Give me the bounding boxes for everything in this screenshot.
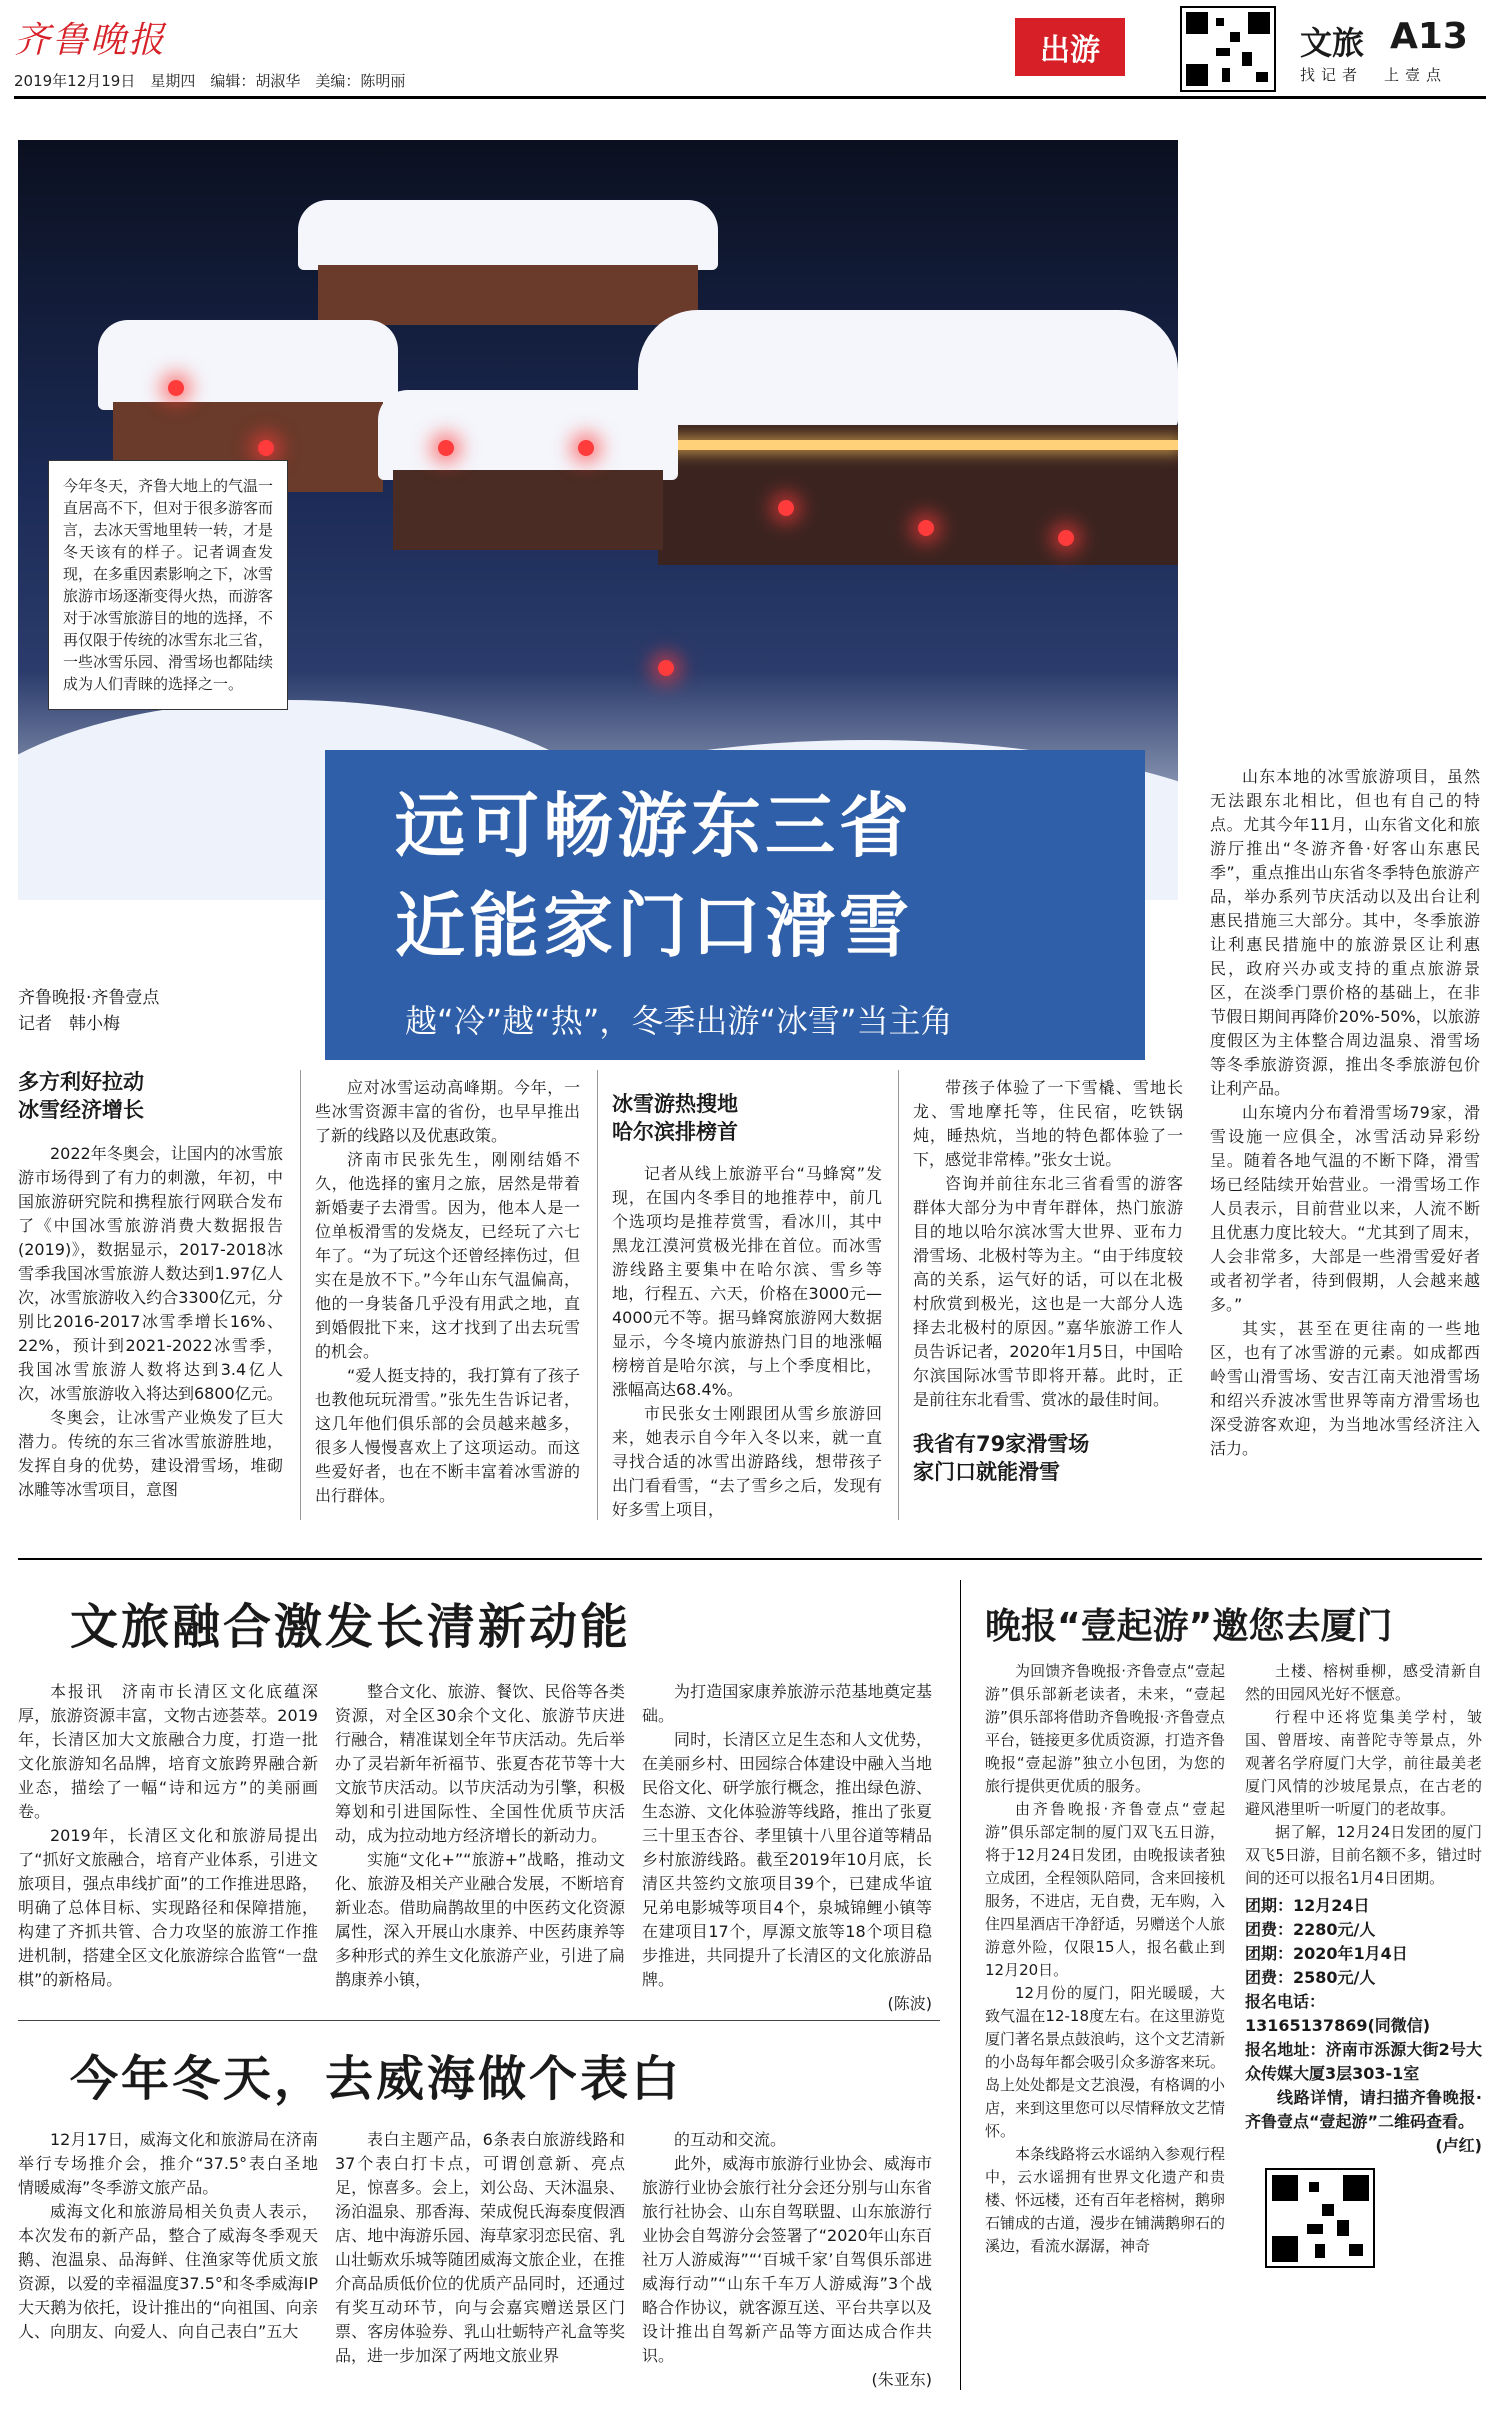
- subheading: 多方利好拉动 冰雪经济增长: [18, 1070, 144, 1122]
- subheading: 冰雪游热搜地 哈尔滨排榜首: [612, 1092, 738, 1144]
- paragraph: 济南市民张先生，刚刚结婚不久，他选择的蜜月之旅，居然是带着新婚妻子去滑雪。因为，他本人是一位单板滑雪的发烧友，已经玩了六七年了。“为了玩这个还曾经摔伤过，但实在是放不下。”今年山东气温偏高，他的一身装备几乎没有用武之地，直到婚假批下来，这才找到了出去玩雪的机会。: [315, 1150, 580, 1361]
- paragraph: 本条线路将云水谣纳入参观行程中，云水谣拥有世界文化遗产和贵楼、怀远楼，还有百年老榕树，鹅卵石铺成的古道，漫步在铺满鹅卵石的溪边，看流水潺潺，神奇: [985, 2145, 1226, 2255]
- author-credit: (陈波): [887, 1994, 932, 2013]
- article1-col1: [18, 1068, 283, 1502]
- paragraph: 12月份的厦门，阳光暖暖，大致气温在12-18度左右。在这里游览厦门著名景点鼓浪屿，这个文艺清新的小岛每年都会吸引众多游客来玩。岛上处处都是文艺浪漫，有格调的小店，来到这里您可以尽情释放文艺情怀。: [985, 1984, 1226, 2140]
- paragraph: 行程中还将览集美学村，皱国、曾厝垵、南普陀寺等景点，外观著名学府厦门大学，前往最美老厦门风情的沙坡尾景点，在古老的避风港里听一听厦门的老故事。: [1245, 1708, 1482, 1818]
- article3-col2: [335, 2128, 625, 2368]
- author-credit: (卢红): [1435, 2136, 1482, 2155]
- tour-info: [1245, 1894, 1482, 2158]
- section-tag: 出游: [1015, 18, 1125, 76]
- paragraph: 表白主题产品，6条表白旅游线路和37个表白打卡点，可谓创意新、亮点足，惊喜多。会上，刘公岛、天沐温泉、汤泊温泉、那香海、荣成倪氏海泰度假酒店、地中海游乐园、海草家羽恋民宿、乳山壮蛎欢乐城等随团威海文旅企业，在推介高品质低价位的优质产品同时，还通过有奖互动环节，向与会嘉宾赠送景区门票、客房体验券、乳山壮蛎特产礼盒等奖品，进一步加深了两地文旅业界: [335, 2130, 625, 2365]
- paragraph: 为回馈齐鲁晚报·齐鲁壹点“壹起游”俱乐部新老读者，未来，“壹起游”俱乐部将借助齐鲁晚报·齐鲁壹点平台，链接更多优质资源，打造齐鲁晚报“壹起游”独立小包团，为您的旅行提供更优质的服务。: [985, 1662, 1226, 1795]
- right-column: [1210, 765, 1480, 1461]
- headline-line1: 远可畅游东三省: [395, 785, 913, 867]
- paragraph: 实施“文化+”“旅游+”战略，推动文化、旅游及相关产业融合发展，不断培育新业态。借助扁鹊故里的中医药文化资源属性，深入开展山水康养、中医药康养等多种形式的养生文化旅游产业，引进了扁鹊康养小镇，: [335, 1850, 625, 1989]
- tour-date: 团期：2020年1月4日: [1245, 1944, 1408, 1963]
- column-divider: [960, 1580, 961, 2390]
- headline-subtitle: 越“冷”越“热”，冬季出游“冰雪”当主角: [405, 1002, 953, 1040]
- signup-phone: 13165137869(同微信): [1245, 2016, 1431, 2035]
- paragraph: 此外，威海市旅游行业协会、威海市旅游行业协会旅行社分会还分别与山东省旅行社协会、山东自驾联盟、山东旅游行业协会自驾游分会签署了“2020年山东百社万人游威海”“‘百城千家’自驾俱乐部进威海行动”“山东千车万人游威海”3个战略合作协议，就客源互送、平台共享以及设计推出自驾新产品等方面达成合作共识。: [642, 2154, 932, 2365]
- article4-col2: [1245, 1660, 1482, 2268]
- tour-fee: 团费：2280元/人: [1245, 1920, 1376, 1939]
- paragraph: 本报讯 济南市长清区文化底蕴深厚，旅游资源丰富，文物古迹荟萃。2019年，长清区加大文旅融合力度，打造一批文化旅游知名品牌，培育文旅跨界融合新业态，描绘了一幅“诗和远方”的美丽画卷。: [18, 1682, 318, 1821]
- paragraph: 的互动和交流。: [674, 2130, 787, 2149]
- paragraph: 同时，长清区立足生态和人文优势，在美丽乡村、田园综合体建设中融入当地民俗文化、研学旅行概念，推出绿色游、生态游、文化体验游等线路，推出了张夏三十里玉杏谷、孝里镇十八里谷道等精品乡村旅游线路。截至2019年10月底，长清区共签约文旅项目39个，已建成华谊兄弟电影城等项目4个，泉城锦鲤小镇等在建项目17个，厚源文旅等18个项目稳步推进，共同提升了长清区的文化旅游品牌。: [642, 1730, 932, 1989]
- header-rule: [14, 96, 1486, 99]
- paragraph: 市民张女士刚跟团从雪乡旅游回来，她表示自今年入冬以来，就一直寻找合适的冰雪出游路线，想带孩子出门看看雪，“去了雪乡之后，发现有好多雪上项目，: [612, 1404, 882, 1519]
- article3-col3: [642, 2128, 932, 2392]
- paragraph: 整合文化、旅游、餐饮、民俗等各类资源，对全区30余个文化、旅游节庆进行融合，精准谋划全年节庆活动。先后举办了灵岩新年祈福节、张夏杏花节等十大文旅节庆活动。以节庆活动为引擎，积极筹划和引进国际性、全国性优质节庆活动，成为拉动地方经济增长的新动力。: [335, 1682, 625, 1845]
- paragraph: 2019年，长清区文化和旅游局提出了“抓好文旅融合，培育产业体系，引进文旅项目，强点串线扩面”的工作推进思路，明确了总体目标、实现路径和保障措施，构建了齐抓共管、合力攻坚的旅游工作推进机制，搭建全区文化旅游综合监管“一盘棋”的新格局。: [18, 1826, 318, 1989]
- signup-phone-label: 报名电话：: [1245, 1992, 1326, 2011]
- qr-code-icon: [1265, 2168, 1375, 2268]
- article4-title: 晚报“壹起游”邀您去厦门: [985, 1606, 1393, 1647]
- paragraph: 2022年冬奥会，让国内的冰雪旅游市场得到了有力的刺激，年初，中国旅游研究院和携程旅行网联合发布了《中国冰雪旅游消费大数据报告(2019)》，数据显示，2017-2018冰雪季我国冰雪旅游人数达到1.97亿人次，冰雪旅游收入约合3300亿元，分别比2016-2017冰雪季增长16%、22%，预计到2021-2022冰雪季，我国冰雪旅游人数将达到3.4亿人次，冰雪旅游收入将达到6800亿元。: [18, 1144, 283, 1403]
- section-slogan: 找记者 上壹点: [1300, 66, 1448, 84]
- article1-col3: [612, 1090, 882, 1522]
- paragraph: 山东本地的冰雪旅游项目，虽然无法跟东北相比，但也有自己的特点。尤其今年11月，山东省文化和旅游厅推出“冬游齐鲁·好客山东惠民季”，重点推出山东省冬季特色旅游产品，举办系列节庆活动以及出台让利惠民措施三大部分。其中，冬季旅游让利惠民措施中的旅游景区让利惠民，政府兴办或支持的重点旅游景区，在淡季门票价格的基础上，在非节假日期间再降价20%-50%，以旅游度假区为主体整合周边温泉、滑雪场等冬季旅游资源，推出冬季旅游包价让利产品。: [1210, 767, 1480, 1098]
- signup-address: 报名地址：济南市泺源大街2号大众传媒大厦3层303-1室: [1245, 2040, 1482, 2083]
- paragraph: “爱人挺支持的，我打算有了孩子也教他玩玩滑雪。”张先生告诉记者，这几年他们俱乐部的会员越来越多，很多人慢慢喜欢上了这项运动。而这些爱好者，也在不断丰富着冰雪游的出行群体。: [315, 1366, 580, 1505]
- paragraph: 冬奥会，让冰雪产业焕发了巨大潜力。传统的东三省冰雪旅游胜地，发挥自身的优势，建设滑雪场，堆砌冰雕等冰雪项目，意图: [18, 1408, 283, 1499]
- byline-reporter: 记者 韩小梅: [18, 1014, 120, 1034]
- qr-instruction: 线路详情，请扫描齐鲁晚报·齐鲁壹点“壹起游”二维码查看。: [1245, 2088, 1482, 2131]
- section-rule: [18, 2020, 940, 2021]
- paragraph: 带孩子体验了一下雪橇、雪地长龙、雪地摩托等，住民宿，吃铁锅炖，睡热炕，当地的特色都体验了一下，感觉非常棒。”张女士说。: [913, 1078, 1183, 1169]
- column-divider: [597, 1070, 598, 1520]
- headline-line2: 近能家门口滑雪: [395, 885, 913, 967]
- author-credit: (朱亚东): [871, 2370, 932, 2389]
- byline-source: 齐鲁晚报·齐鲁壹点: [18, 988, 160, 1008]
- article2-title: 文旅融合激发长清新动能: [70, 1599, 632, 1655]
- column-divider: [898, 1070, 899, 1520]
- paragraph: 土楼、榕树垂柳，感受清新自然的田园风光好不惬意。: [1245, 1662, 1482, 1703]
- article2-col1: [18, 1680, 318, 1992]
- article4-col1: [985, 1660, 1225, 2258]
- paragraph: 记者从线上旅游平台“马蜂窝”发现，在国内冬季目的地推荐中，前几个选项均是推荐赏雪，看冰川，其中黑龙江漠河赏极光排在首位。而冰雪游线路主要集中在哈尔滨、雪乡等地，行程五、六天，价格在3000元—4000元不等。据马蜂窝旅游网大数据显示，今冬境内旅游热门目的地涨幅榜榜首是哈尔滨，与上个季度相比，涨幅高达68.4%。: [612, 1164, 882, 1399]
- article3-col1: [18, 2128, 335, 2344]
- subheading: 我省有79家滑雪场 家门口就能滑雪: [913, 1432, 1090, 1484]
- tour-fee: 团费：2580元/人: [1245, 1968, 1376, 1987]
- article1-col4: [913, 1076, 1183, 1486]
- tour-date: 团期：12月24日: [1245, 1896, 1370, 1915]
- article1-col2: [315, 1076, 580, 1508]
- column-divider: [300, 1070, 301, 1520]
- paragraph: 山东境内分布着滑雪场79家，滑雪设施一应俱全，冰雪活动异彩纷呈。随着各地气温的不断下降，滑雪场已经陆续开始营业。一滑雪场工作人员表示，目前营业以来，人流不断且优惠力度比较大。“尤其到了周末，人会非常多，大部是一些滑雪爱好者或者初学者，待到假期，人会越来越多。”: [1210, 1103, 1480, 1314]
- paragraph: 为打造国家康养旅游示范基地奠定基础。: [642, 1682, 932, 1725]
- paragraph: 威海文化和旅游局相关负责人表示，本次发布的新产品，整合了威海冬季观天鹅、泡温泉、品海鲜、住渔家等优质文旅资源，以爱的幸福温度37.5°和冬季威海IP大天鹅为依托，设计推出的“向祖国、向亲人、向朋友、向爱人、向自己表白”五大: [18, 2202, 318, 2341]
- paragraph: 其实，甚至在更往南的一些地区，也有了冰雪游的元素。如成都西岭雪山滑雪场、安吉江南天池滑雪场和绍兴乔波冰雪世界等南方滑雪场也深受游客欢迎，为当地冰雪经济注入活力。: [1210, 1319, 1480, 1458]
- paragraph: 由齐鲁晚报·齐鲁壹点“壹起游”俱乐部定制的厦门双飞五日游，将于12月24日发团，由晚报读者独立成团，全程领队陪同，含来回接机服务，不进店，无自费，无车购，入住四星酒店干净舒适，另赠送个人旅游意外险，仅限15人，报名截止到12月20日。: [985, 1800, 1226, 1979]
- newspaper-logo: 齐鲁晚报: [14, 20, 167, 61]
- intro-box: 今年冬天，齐鲁大地上的气温一直居高不下，但对于很多游客而言，去冰天雪地里转一转，才是冬天该有的样子。记者调查发现，在多重因素影响之下，冰雪旅游市场逐渐变得火热，而游客对于冰雪旅游目的地的选择，不再仅限于传统的冰雪东北三省，一些冰雪乐园、滑雪场也都陆续成为人们青睐的选择之一。: [48, 460, 288, 710]
- qr-code-icon: [1180, 6, 1276, 92]
- byline: [18, 985, 159, 1037]
- article2-col3: [642, 1680, 932, 2016]
- article2-col2: [335, 1680, 625, 1992]
- article3-title: 今年冬天，去威海做个表白: [70, 2051, 683, 2107]
- paragraph: 咨询并前往东北三省看雪的游客群体大部分为中青年群体，热门旅游目的地以哈尔滨冰雪大世界、亚布力滑雪场、北极村等为主。“由于纬度较高的关系，运气好的话，可以在北极村欣赏到极光，这也是一大部分人选择去北极村的原因。”嘉华旅游工作人员告诉记者，2020年1月5日，中国哈尔滨国际冰雪节即将开幕。此时，正是前往东北看雪、赏冰的最佳时间。: [913, 1174, 1183, 1409]
- section-rule: [18, 1558, 1482, 1560]
- issue-meta: 2019年12月19日 星期四 编辑：胡淑华 美编：陈明丽: [14, 72, 406, 90]
- section-name: 文旅: [1300, 24, 1365, 62]
- page-number: A13: [1390, 16, 1468, 57]
- paragraph: 应对冰雪运动高峰期。今年，一些冰雪资源丰富的省份，也早早推出了新的线路以及优惠政策。: [315, 1078, 580, 1145]
- paragraph: 据了解，12月24日发团的厦门双飞5日游，目前名额不多，错过时间的还可以报名1月4日团期。: [1245, 1823, 1482, 1887]
- paragraph: 12月17日，威海文化和旅游局在济南举行专场推介会，推介“37.5°表白圣地 情暖威海”冬季游文旅产品。: [18, 2130, 335, 2197]
